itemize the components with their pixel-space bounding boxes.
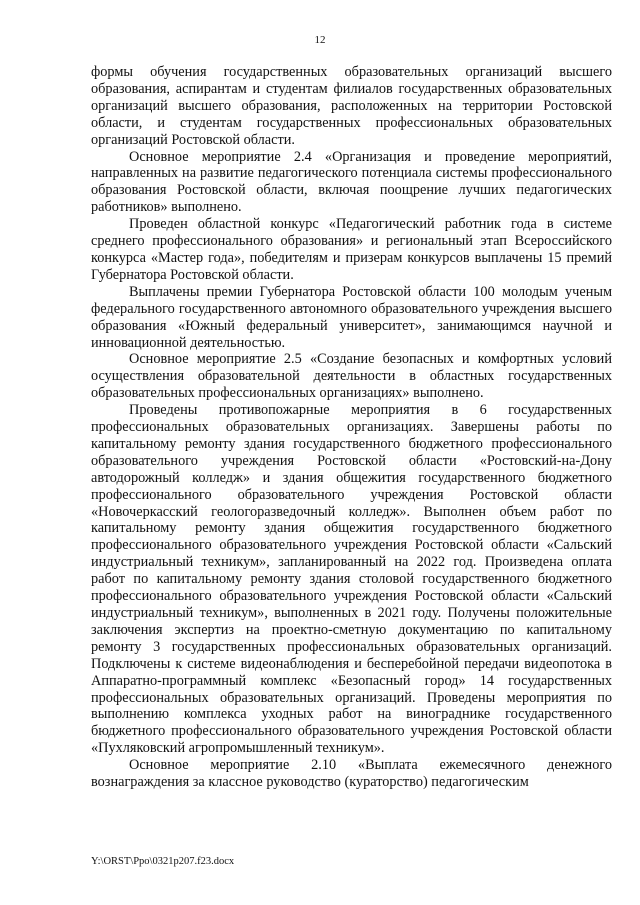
- page-number: 12: [314, 34, 326, 46]
- paragraph: Основное мероприятие 2.5 «Создание безопасных и комфортных условий осуществления образовательной деятельности в областных государственных образовательных профессиональных организациях» выполнено.: [91, 351, 612, 402]
- paragraph: Основное мероприятие 2.4 «Организация и проведение мероприятий, направленных на развитие педагогического потенциала системы профессионального образования Ростовской области, включая поощрение лучших педагогических работников» выполнено.: [91, 148, 612, 216]
- document-body: [91, 64, 612, 791]
- paragraph: Основное мероприятие 2.10 «Выплата ежемесячного денежного вознаграждения за классное руководство (кураторство) педагогическим: [91, 757, 612, 791]
- paragraph: Проведен областной конкурс «Педагогический работник года в системе среднего профессионального образования» и региональный этап Всероссийского конкурса «Мастер года», победителям и призерам конкурсов выплачены 15 премий Губернатора Ростовской области.: [91, 216, 612, 283]
- footer-file-path: Y:\ORST\Ppo\0321p207.f23.docx: [91, 856, 235, 867]
- paragraph: формы обучения государственных образовательных организаций высшего образования, аспирантам и студентам филиалов государственных образовательных организаций высшего образования, расположенных на территории Ростовской области, и студентам государственных профессиональных образовательных организаций Ростовской области.: [91, 64, 612, 148]
- paragraph: Проведены противопожарные мероприятия в 6 государственных профессиональных образовательных организациях. Завершены работы по капитальному ремонту здания государственного бюджетного профессионального образовательного учреждения Ростовской области «Ростовский-на-Дону автодорожный колледж» и здания общежития государственного бюджетного профессионального образовательного учреждения Ростовской области «Новочеркасский геологоразведочный колледж». Выполнен объем работ по капитальному ремонту здания общежития государственного бюджетного профессионального образовательного учреждения Ростовской области «Сальский индустриальный техникум», запланированный на 2022 год. Произведена оплата работ по капитальному ремонту здания столовой государственного бюджетного профессионального образовательного учреждения Ростовской области «Сальский индустриальный техникум», выполненных в 2021 году. Получены положительные заключения экспертиз на проектно-сметную документацию по капитальному ремонту 3 государственных профессиональных образовательных организаций. Подключены к системе видеонаблюдения и бесперебойной передачи видеопотока в Аппаратно-программный комплекс «Безопасный город» 14 государственных профессиональных образовательных организаций. Проведены мероприятия по выполнению комплекса уходных работ на винограднике государственного бюджетного профессионального образовательного учреждения Ростовской области «Пухляковский агропромышленный техникум».: [91, 402, 612, 757]
- paragraph: Выплачены премии Губернатора Ростовской области 100 молодым ученым федерального государственного автономного образовательного учреждения высшего образования «Южный федеральный университет», занимающимся научной и инновационной деятельностью.: [91, 283, 612, 351]
